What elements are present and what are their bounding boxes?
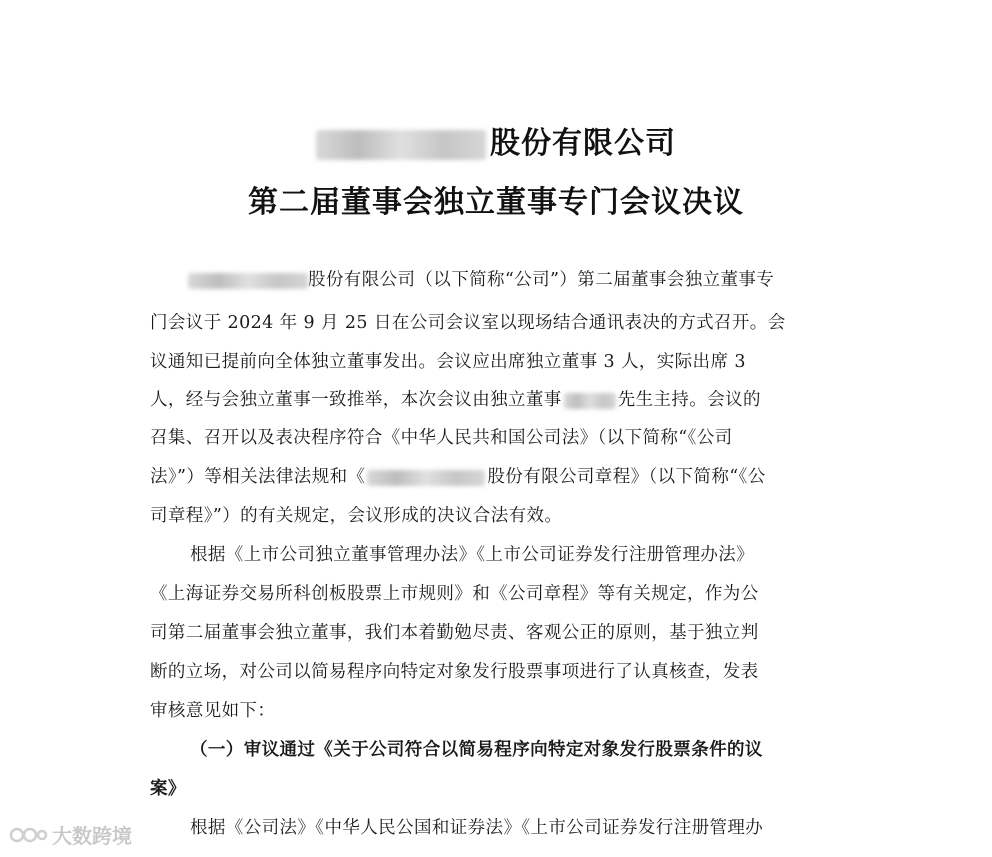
redacted-company-name [367,470,485,486]
watermark-logo-icon [8,822,48,848]
document-title-resolution: 第二届董事会独立董事专门会议决议 [248,185,744,220]
paragraph-line: 《上海证券交易所科创板股票上市规则》和《公司章程》等有关规定，作为公 [150,584,759,604]
watermark [8,820,132,849]
paragraph-line: 审核意见如下： [150,701,276,721]
paragraph-line: 人，经与会独立董事一致推举，本次会议由独立董事 先生主持。会议的 [150,390,761,410]
paragraph-line: 断的立场，对公司以简易程序向特定对象发行股票事项进行了认真核查，发表 [150,662,759,682]
redacted-person-name [564,393,616,409]
section-heading: （一）审议通过《关于公司符合以简易程序向特定对象发行股票条件的议 [190,740,763,760]
paragraph-line: 股份有限公司（以下简称“公司”）第二届董事会独立董事专 [150,268,840,292]
section-heading-continued: 案》 [150,779,186,799]
paragraph-line: 司第二届董事会独立董事，我们本着勤勉尽责、客观公正的原则，基于独立判 [150,623,759,643]
redacted-company-name [188,273,308,289]
redacted-company-name [316,130,486,160]
document-title-company: 股份有限公司 [0,118,992,162]
paragraph-line: 议通知已提前向全体独立董事发出。会议应出席独立董事 3 人，实际出席 3 [150,352,746,372]
paragraph-line: 司章程》”）的有关规定，会议形成的决议合法有效。 [150,506,563,526]
paragraph-line: 根据《公司法》《中华人民公国和证券法》《上市公司证券发行注册管理办 [190,818,764,838]
paragraph-line: 根据《上市公司独立董事管理办法》《上市公司证券发行注册管理办法》 [190,545,755,565]
paragraph-line: 门会议于 2024 年 9 月 25 日在公司会议室以现场结合通讯表决的方式召开。会 [150,313,786,333]
paragraph-line: 召集、召开以及表决程序符合《中华人民共和国公司法》（以下简称“《公司 [150,428,733,448]
paragraph-line: 法》”）等相关法律法规和《 股份有限公司章程》（以下简称“《公 [150,467,766,487]
watermark-text: 大数跨境 [52,824,132,848]
